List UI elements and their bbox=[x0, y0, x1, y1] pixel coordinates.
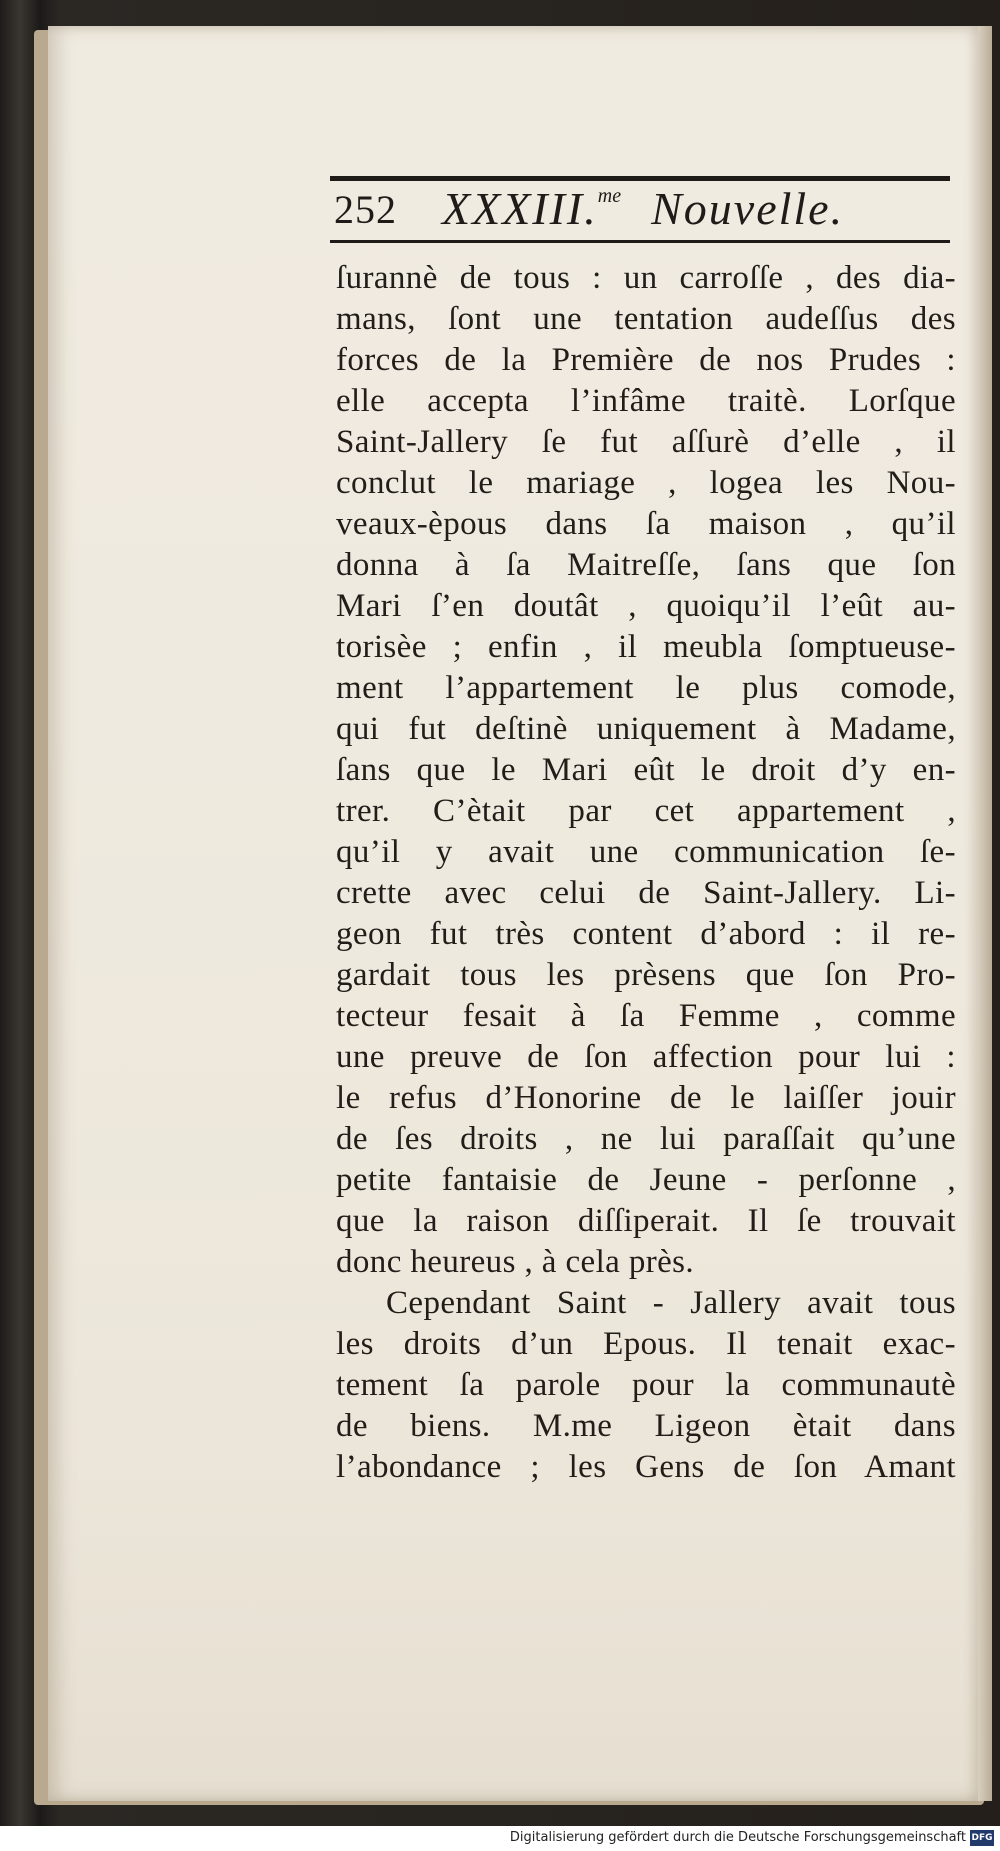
dfg-logo: DFG bbox=[970, 1830, 994, 1846]
text-line: tecteur fesait à ſa Femme , comme bbox=[336, 998, 956, 1034]
text-line: ſurannè de tous : un carroſſe , des dia- bbox=[336, 260, 956, 296]
text-line: torisèe ; enfin , il meubla ſomptueuse- bbox=[336, 629, 956, 665]
header-rule-top bbox=[330, 176, 950, 181]
text-line: le refus d’Honorine de le laiſſer jouir bbox=[336, 1080, 956, 1116]
text-line: crette avec celui de Saint-Jallery. Li- bbox=[336, 875, 956, 911]
text-line: ment l’appartement le plus comode, bbox=[336, 670, 956, 706]
text-line: l’abondance ; les Gens de ſon Amant bbox=[336, 1449, 956, 1485]
body-text bbox=[336, 258, 956, 1488]
text-line: une preuve de ſon affection pour lui : bbox=[336, 1039, 956, 1075]
title-numeral: XXXIII. bbox=[442, 183, 598, 234]
text-line: gardait tous les prèsens que ſon Pro- bbox=[336, 957, 956, 993]
title-superscript: me bbox=[597, 185, 622, 207]
header-rule-bottom bbox=[330, 240, 950, 243]
text-line: mans, ſont une tentation audeſſus des bbox=[336, 301, 956, 337]
text-line: geon fut très content d’abord : il re- bbox=[336, 916, 956, 952]
text-line: ſans que le Mari eût le droit d’y en- bbox=[336, 752, 956, 788]
title-word: Nouvelle. bbox=[651, 183, 845, 234]
text-line: conclut le mariage , logea les Nou- bbox=[336, 465, 956, 501]
page-edge bbox=[978, 26, 992, 1801]
text-line: les droits d’un Epous. Il tenait exac- bbox=[336, 1326, 956, 1362]
text-line: elle accepta l’infâme traitè. Lorſque bbox=[336, 383, 956, 419]
text-line: de biens. M.me Ligeon ètait dans bbox=[336, 1408, 956, 1444]
text-line: donna à ſa Maitreſſe, ſans que ſon bbox=[336, 547, 956, 583]
text-line: Mari ſ’en doutât , quoiqu’il l’eût au- bbox=[336, 588, 956, 624]
text-line: de ſes droits , ne lui paraſſait qu’une bbox=[336, 1121, 956, 1157]
text-line: forces de la Première de nos Prudes : bbox=[336, 342, 956, 378]
text-line: trer. C’ètait par cet appartement , bbox=[336, 793, 956, 829]
text-line: tement ſa parole pour la communautè bbox=[336, 1367, 956, 1403]
text-line: qu’il y avait une communication ſe- bbox=[336, 834, 956, 870]
text-line: petite fantaisie de Jeune - perſonne , bbox=[336, 1162, 956, 1198]
text-line: qui fut deſtinè uniquement à Madame, bbox=[336, 711, 956, 747]
running-title bbox=[442, 182, 844, 235]
digitization-footer bbox=[0, 1826, 1000, 1851]
page-number: 252 bbox=[334, 187, 397, 232]
text-line: que la raison diſſiperait. Il ſe trouvait bbox=[336, 1203, 956, 1239]
text-line: veaux-èpous dans ſa maison , qu’il bbox=[336, 506, 956, 542]
text-line: Saint-Jallery ſe fut aſſurè d’elle , il bbox=[336, 424, 956, 460]
footer-credit: Digitalisierung gefördert durch die Deutsche Forschungsgemeinschaft bbox=[509, 1830, 966, 1845]
paragraph-first-line: Cependant Saint - Jallery avait tous bbox=[386, 1285, 956, 1321]
text-line: donc heureus , à cela près. bbox=[336, 1244, 695, 1280]
